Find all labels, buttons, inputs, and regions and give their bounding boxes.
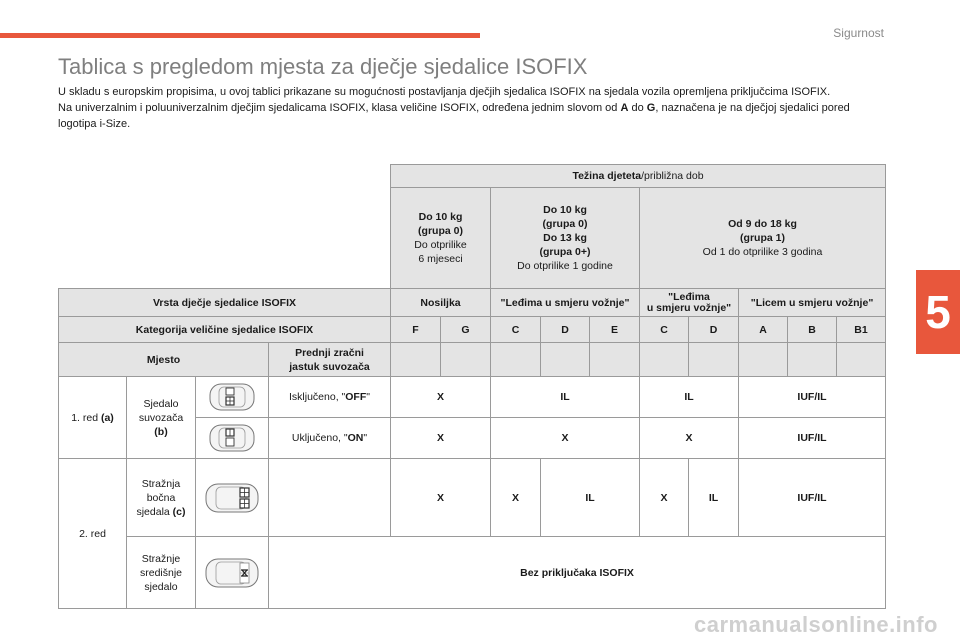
group-1-header [640, 188, 886, 289]
value-cell: IL [541, 459, 640, 537]
value-cell: IL [640, 377, 739, 418]
type-rear-facing: "Leđima u smjeru vožnje" [491, 289, 640, 317]
size-cell: D [541, 317, 590, 343]
header-accent-bar [0, 33, 480, 38]
value-cell: X [640, 418, 739, 459]
value-cell: X [391, 459, 491, 537]
position-blank [689, 343, 739, 377]
position-blank [837, 343, 886, 377]
value-cell: IUF/IL [739, 459, 886, 537]
passenger-seat-label [127, 377, 196, 459]
size-cell: A [739, 317, 788, 343]
size-cell: B [788, 317, 837, 343]
value-cell: X [491, 459, 541, 537]
size-cell: B1 [837, 317, 886, 343]
car-top-view-icon [205, 382, 259, 412]
table-row [59, 377, 886, 418]
intro-text-span: , naznačena je na dječjoj sjedalici pored logotipa i-Size. [58, 102, 850, 130]
rear-center-seat-diagram [196, 537, 269, 609]
row-2-label: 2. red [59, 459, 127, 609]
table-row [59, 537, 886, 609]
isofix-table [58, 164, 886, 609]
row-label-ref: (a) [100, 411, 114, 424]
position-blank [640, 343, 689, 377]
weight-header-label: Težina djeteta [572, 170, 642, 182]
group-line: Do 10 kg [418, 211, 463, 223]
position-blank [391, 343, 441, 377]
seat-line: Stražnje [141, 552, 181, 565]
car-top-view-icon [205, 423, 259, 453]
position-blank [491, 343, 541, 377]
position-label: Mjesto [59, 343, 269, 377]
size-cell: D [689, 317, 739, 343]
seat-ref: (b) [154, 425, 168, 438]
value-cell: X [640, 459, 689, 537]
seat-line [129, 505, 193, 519]
class-letter-g: G [646, 102, 656, 114]
group-0plus-header [491, 188, 640, 289]
class-letter-a: A [620, 102, 629, 114]
size-cell: F [391, 317, 441, 343]
position-blank [739, 343, 788, 377]
rear-side-seat-diagram [196, 459, 269, 537]
table-corner-blank [59, 188, 391, 289]
group-line: 6 mjeseci [418, 253, 463, 265]
group-line: Od 9 do 18 kg [728, 218, 797, 230]
type-label: Vrsta dječje sjedalice ISOFIX [59, 289, 391, 317]
intro-text [58, 84, 888, 132]
group-line: Od 1 do otprilike 3 godina [702, 246, 823, 258]
type-rear-facing-group1 [640, 289, 739, 317]
seat-line: suvozača [138, 411, 184, 424]
value-cell: IUF/IL [739, 418, 886, 459]
position-blank [441, 343, 491, 377]
type-line: u smjeru vožnje" [646, 301, 732, 314]
group-line: Do 13 kg [543, 232, 587, 244]
airbag-on-state [269, 418, 391, 459]
no-isofix-note: Bez priključaka ISOFIX [269, 537, 886, 609]
value-cell: X [391, 377, 491, 418]
car-top-view-icon [202, 556, 262, 590]
size-cell: C [640, 317, 689, 343]
type-line: "Leđima [668, 290, 710, 303]
value-cell: X [491, 418, 640, 459]
state-text: Uključeno, " [291, 432, 348, 444]
state-text: " [366, 391, 370, 403]
airbag-line: Prednji zračni [295, 346, 364, 359]
group-line: (grupa 0) [418, 225, 463, 237]
airbag-label [269, 343, 391, 377]
type-carrier: Nosiljka [391, 289, 491, 317]
intro-text-span: do [628, 102, 647, 114]
size-label: Kategorija veličine sjedalice ISOFIX [59, 317, 391, 343]
type-forward-facing: "Licem u smjeru vožnje" [739, 289, 886, 317]
group-line: Do otprilike [414, 239, 467, 251]
group-line: (grupa 1) [740, 232, 785, 244]
value-cell: IUF/IL [739, 377, 886, 418]
size-cell: G [441, 317, 491, 343]
seat-line: bočna [146, 491, 176, 504]
state-text: " [363, 432, 368, 444]
position-blank [788, 343, 837, 377]
seat-line: Sjedalo [143, 397, 179, 410]
group-line: Do otprilike 1 godine [517, 260, 613, 272]
intro-paragraph-1: U skladu s europskim propisima, u ovoj tablici prikazane su mogućnosti postavljanja dječjih sjedalica ISOFIX na sjedala vozila opremljena priključcima ISOFIX. [58, 86, 831, 98]
state-value: OFF [345, 391, 367, 403]
group-line: (grupa 0) [542, 218, 588, 230]
seat-line: Stražnja [141, 477, 181, 490]
position-blank [541, 343, 590, 377]
row-label-text: 1. red [71, 411, 99, 424]
watermark-logo: carmanualsonline.info [694, 612, 938, 637]
intro-paragraph-2 [58, 100, 888, 132]
rear-side-seat-label [127, 459, 196, 537]
airbag-line: jastuk suvozača [289, 360, 370, 373]
seat-line-text: sjedala [136, 505, 170, 518]
weight-header [391, 165, 886, 188]
size-cell: C [491, 317, 541, 343]
passenger-seat-diagram [196, 377, 269, 418]
car-top-view-icon [202, 481, 262, 515]
value-cell: IL [491, 377, 640, 418]
size-cell: E [590, 317, 640, 343]
intro-text-span: Na univerzalnim i poluuniverzalnim dječjim sjedalicama ISOFIX, klasa veličine ISOFIX, određena jednim slovom od [58, 102, 621, 114]
rear-center-seat-label [127, 537, 196, 609]
seat-line: središnje [139, 566, 183, 579]
table-row [59, 459, 886, 537]
seat-ref: (c) [172, 505, 186, 518]
airbag-na [269, 459, 391, 537]
airbag-off-state [269, 377, 391, 418]
row-1-label [59, 377, 127, 459]
state-value: ON [347, 432, 364, 444]
chapter-tab[interactable]: 5 [916, 270, 960, 354]
passenger-seat-diagram [196, 418, 269, 459]
page-title: Tablica s pregledom mjesta za dječje sjedalice ISOFIX [58, 54, 588, 79]
value-cell: IL [689, 459, 739, 537]
group-0-header [391, 188, 491, 289]
section-label: Sigurnost [833, 26, 884, 40]
position-blank [590, 343, 640, 377]
group-line: Do 10 kg [543, 204, 587, 216]
value-cell: X [391, 418, 491, 459]
seat-line: sjedalo [144, 580, 178, 593]
state-text: Isključeno, " [289, 391, 346, 403]
weight-header-suffix: /približna dob [641, 170, 704, 182]
table-corner-blank [59, 165, 391, 188]
group-line: (grupa 0+) [539, 246, 591, 258]
